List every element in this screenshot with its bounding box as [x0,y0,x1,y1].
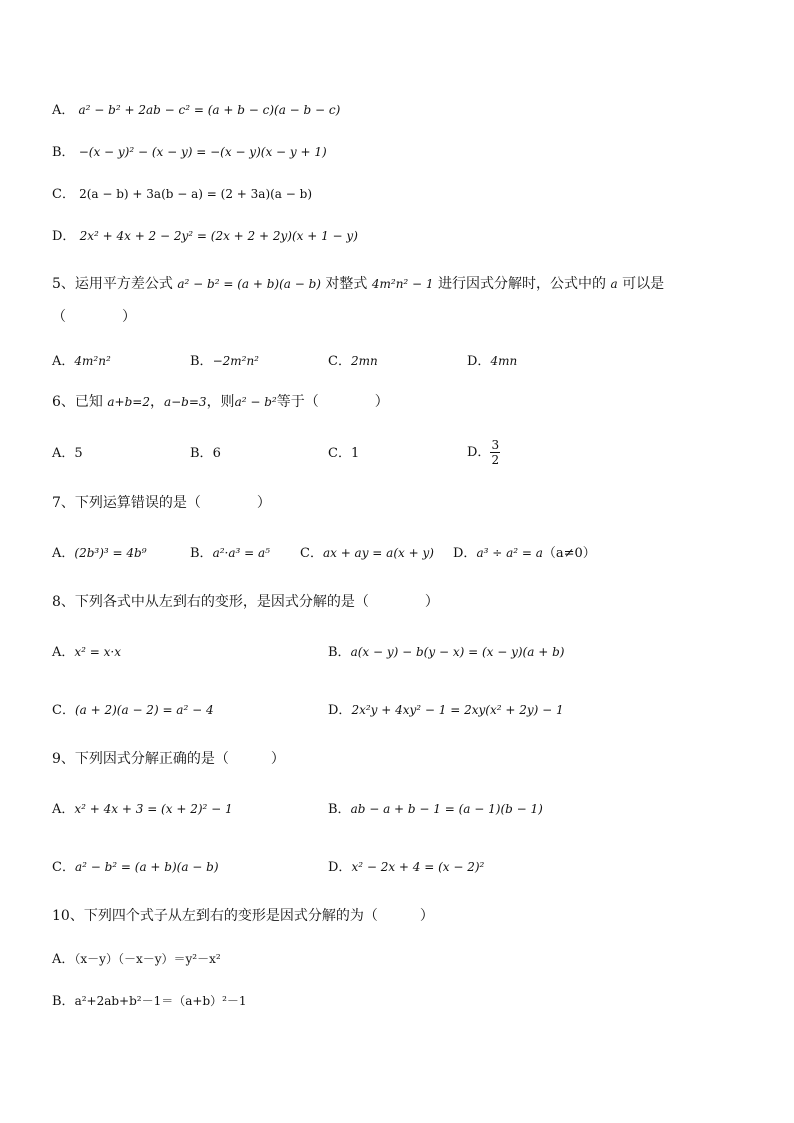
q4-option-d [52,227,358,246]
option-label: B． [52,994,75,1009]
option-expr: 2x²y + 4xy² − 1 = 2xy(x² + 2y) − 1 [351,703,564,717]
q8-stem: 8、下列各式中从左到右的变形，是因式分解的是（ ） [52,594,439,610]
q6-option-b [190,445,221,463]
q9-option-a [52,800,233,819]
option-label: C． [328,354,351,369]
q7-stem: 7、下列运算错误的是（ ） [52,495,271,511]
option-label: D． [467,445,491,460]
q5-option-b [190,352,259,371]
option-expr: 4m²n² [74,354,111,368]
option-label: B． [190,446,213,461]
option-expr: x² + 4x + 3 = (x + 2)² − 1 [74,802,233,816]
q5-stem [52,275,664,293]
option-expr: 2(a − b) + 3a(b − a) = (2 + 3a)(a − b) [79,187,313,201]
option-expr: x² − 2x + 4 = (x − 2)² [351,860,485,874]
option-expr: a² − b² = (a + b)(a − b) [74,860,219,874]
q10-option-a [52,950,221,969]
q7-option-c [300,544,434,563]
option-note: （a≠0） [542,546,596,561]
option-expr: ab − a + b − 1 = (a − 1)(b − 1) [350,802,543,816]
fraction [490,438,500,467]
q6-option-c [328,445,359,463]
option-value: 5 [74,446,83,461]
option-expr: (2b³)³ = 4b⁹ [74,546,147,560]
q7-option-b [190,544,270,563]
q6-separator: ， [149,394,164,410]
q8-option-a [52,643,121,662]
q5-option-a [52,352,111,371]
q9-option-b [328,800,543,819]
option-label: A． [52,546,75,561]
option-expr: （x－y）（－x－y）＝y²－x² [74,952,221,966]
option-expr: a² − b² + 2ab − c² = (a + b − c)(a − b − c) [78,103,341,117]
q5-stem-text-2: 对整式 [325,276,368,292]
option-label: A． [52,645,75,660]
q8-option-b [328,643,564,662]
option-label: C． [52,187,75,202]
q4-option-b [52,143,327,162]
fraction-numerator: 3 [491,438,500,452]
q4-option-c [52,185,312,204]
option-expr: a²·a³ = a⁵ [212,546,270,560]
q7-option-d [453,544,596,563]
q6-condition-2: a−b=3 [163,395,207,409]
option-label: A． [52,354,75,369]
q8-option-c [52,701,214,720]
option-expr: −2m²n² [212,354,259,368]
option-expr: 2x² + 4x + 2 − 2y² = (2x + 2 + 2y)(x + 1 − y) [79,229,358,243]
q5-expression: 4m²n² − 1 [371,277,434,291]
option-label: A． [52,952,75,967]
q6-expression: a² − b² [234,395,277,409]
q9-option-c [52,858,219,877]
option-expr: x² = x·x [74,645,122,659]
option-label: D． [467,354,491,369]
option-expr: ax + ay = a(x + y) [322,546,434,560]
option-expr: a³ ÷ a² = a [476,546,543,560]
option-label: A． [52,802,75,817]
q8-option-d [328,701,564,720]
option-label: C． [328,446,351,461]
q6-option-d [467,435,500,471]
q10-stem: 10、下列四个式子从左到右的变形是因式分解的为（ ） [52,908,434,924]
option-label: B． [52,145,75,160]
q4-option-a [52,101,340,120]
q9-option-d [328,858,484,877]
q9-stem: 9、下列因式分解正确的是（ ） [52,751,285,767]
q5-formula: a² − b² = (a + b)(a − b) [177,277,321,291]
q5-variable: a [610,277,618,291]
q6-stem-text-3: 等于（ ） [276,394,389,410]
option-label: B． [190,546,213,561]
option-label: D． [328,703,352,718]
option-expr: a(x − y) − b(y − x) = (x − y)(a + b) [350,645,565,659]
option-expr: 4mn [490,354,518,368]
option-expr: a²+2ab+b²－1＝（a+b）²－1 [74,994,247,1008]
q5-answer-blank: （ ） [52,309,136,325]
q5-stem-text-1: 5、运用平方差公式 [52,276,173,292]
option-label: C． [52,703,75,718]
option-label: B． [328,802,351,817]
q10-option-b [52,992,247,1011]
q6-stem-text-2: ，则 [206,394,235,410]
option-label: C． [52,860,75,875]
q6-stem [52,393,389,411]
option-label: C． [300,546,323,561]
option-expr: 2mn [350,354,378,368]
option-label: D． [52,229,76,244]
option-label: B． [190,354,213,369]
option-value: 1 [350,446,360,461]
q6-option-a [52,445,83,463]
q7-option-a [52,544,147,563]
q5-option-d [467,352,517,371]
option-label: A． [52,446,75,461]
option-expr: (a + 2)(a − 2) = a² − 4 [74,703,214,717]
option-label: A． [52,103,75,118]
option-label: D． [453,546,477,561]
fraction-denominator: 2 [491,453,500,467]
q6-condition-1: a+b=2 [107,395,150,409]
option-label: B． [328,645,351,660]
q5-stem-text-3: 进行因式分解时，公式中的 [438,276,607,292]
q6-stem-text-1: 6、已知 [52,394,103,410]
option-label: D． [328,860,352,875]
q5-option-c [328,352,378,371]
option-expr: −(x − y)² − (x − y) = −(x − y)(x − y + 1) [78,145,327,159]
option-value: 6 [212,446,221,461]
q5-stem-text-4: 可以是 [622,276,665,292]
